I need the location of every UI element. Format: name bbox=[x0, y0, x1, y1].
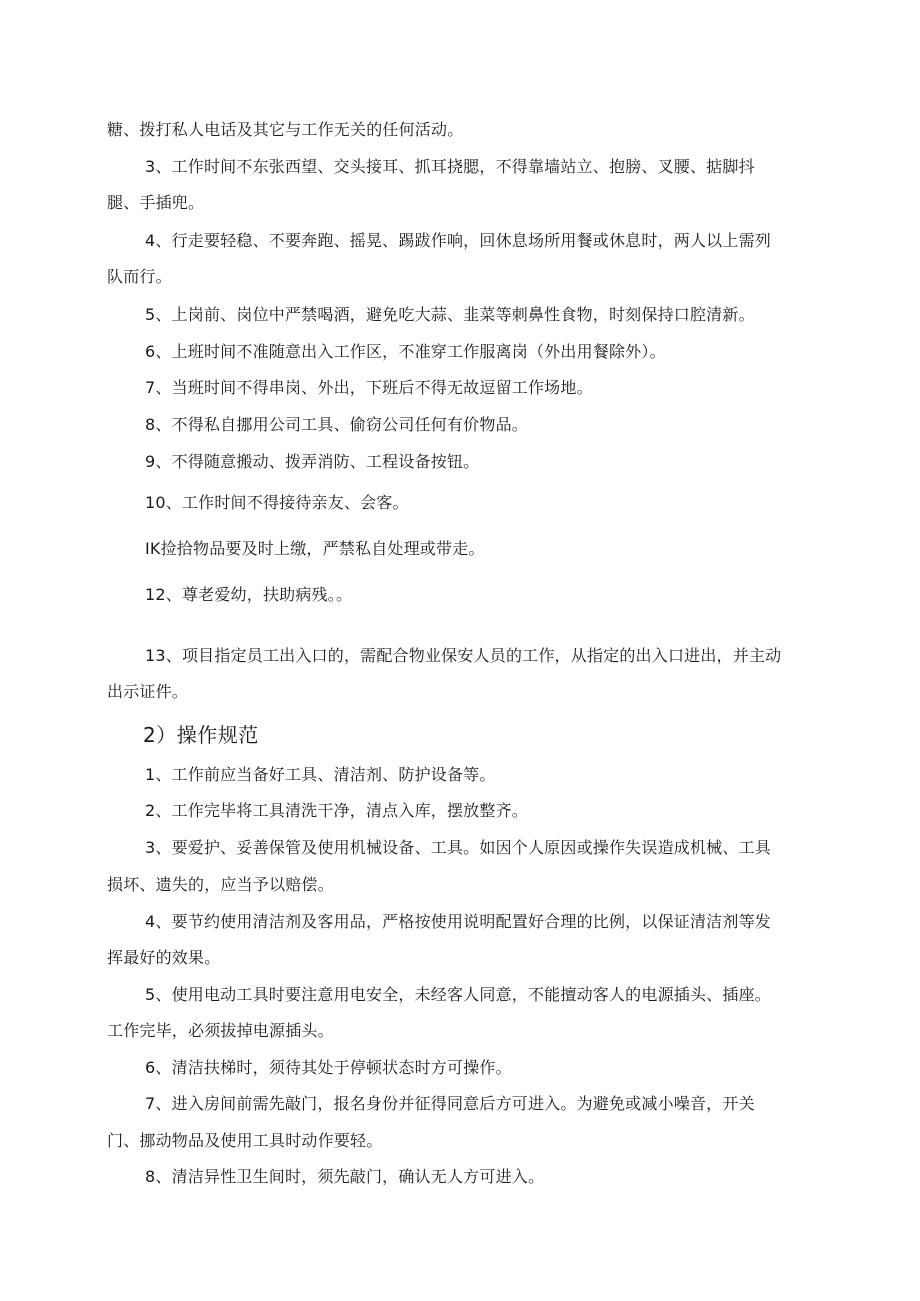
text-line: 腿、手插兜。 bbox=[107, 193, 205, 212]
text-line: IK捡拾物品要及时上缴，严禁私自处理或带走。 bbox=[145, 539, 485, 558]
text-line: 门、挪动物品及使用工具时动作要轻。 bbox=[107, 1131, 383, 1150]
text-line: 4、要节约使用清洁剂及客用品，严格按使用说明配置好合理的比例，以保证清洁剂等发 bbox=[145, 912, 771, 931]
text-line: 5、使用电动工具时要注意用电安全，未经客人同意，不能擅动客人的电源插头、插座。 bbox=[145, 985, 771, 1004]
text-line: 8、不得私自挪用公司工具、偷窃公司任何有价物品。 bbox=[145, 415, 528, 434]
text-line: 6、上班时间不准随意出入工作区，不准穿工作服离岗（外出用餐除外）。 bbox=[145, 342, 666, 361]
text-line: 4、行走要轻稳、不要奔跑、摇晃、踢跋作响，回休息场所用餐或休息时，两人以上需列 bbox=[145, 231, 771, 250]
text-line: 9、不得随意搬动、拨弄消防、工程设备按钮。 bbox=[145, 452, 480, 471]
text-line: 1、工作前应当备好工具、清洁剂、防护设备等。 bbox=[145, 765, 496, 784]
text-line: 10、工作时间不得接待亲友、会客。 bbox=[145, 493, 409, 512]
text-line: 7、当班时间不得串岗、外出，下班后不得无故逗留工作场地。 bbox=[145, 378, 593, 397]
text-line: 出示证件。 bbox=[107, 682, 189, 701]
text-line: 13、项目指定员工出入口的，需配合物业保安人员的工作，从指定的出入口进出，并主动 bbox=[145, 646, 782, 665]
text-line: 3、工作时间不东张西望、交头接耳、抓耳挠腮，不得靠墙站立、抱膀、叉腰、掂脚抖 bbox=[145, 157, 755, 176]
text-line: 6、清洁扶梯时，须待其处于停顿状态时方可操作。 bbox=[145, 1058, 512, 1077]
text-line: 12、尊老爱幼，扶助病残。。 bbox=[145, 585, 353, 604]
text-line: 7、进入房间前需先敲门，报名身份并征得同意后方可进入。为避免或减小噪音，开关 bbox=[145, 1094, 755, 1113]
text-line: 5、上岗前、岗位中严禁喝酒，避免吃大蒜、韭菜等刺鼻性食物，时刻保持口腔清新。 bbox=[145, 305, 755, 324]
text-line: 队而行。 bbox=[107, 267, 172, 286]
text-line: 3、要爱护、妥善保管及使用机械设备、工具。如因个人原因或操作失误造成机械、工具 bbox=[145, 838, 771, 857]
text-line: 挥最好的效果。 bbox=[107, 948, 221, 967]
text-line: 糖、拨打私人电话及其它与工作无关的任何活动。 bbox=[107, 120, 464, 139]
text-line: 工作完毕，必须拔掉电源插头。 bbox=[107, 1021, 334, 1040]
text-line: 2、工作完毕将工具清洗干净，清点入库，摆放整齐。 bbox=[145, 801, 528, 820]
section-heading: 2）操作规范 bbox=[143, 723, 259, 747]
text-line: 8、清洁异性卫生间时，须先敲门，确认无人方可进入。 bbox=[145, 1167, 545, 1186]
text-line: 损坏、遗失的，应当予以赔偿。 bbox=[107, 875, 334, 894]
